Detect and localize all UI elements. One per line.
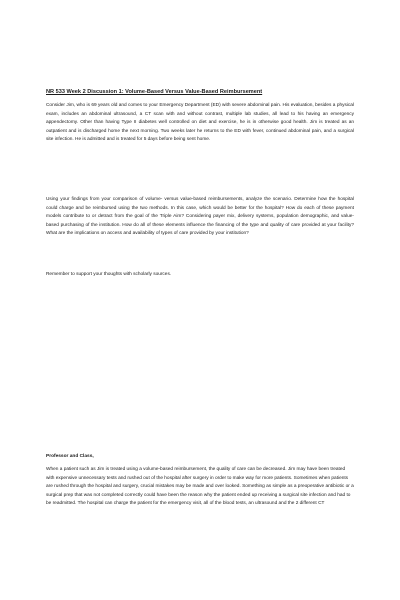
document-title: NR 533 Week 2 Discussion 1: Volume-Based Versus Value-Based Reimbursement (46, 89, 263, 95)
scenario-paragraph: Consider Jim, who is 69 years old and comes to your Emergency Department (ED) with severe abdominal pain. His evaluation, besides a physical exam, includes an abdominal ultrasound, a CT scan with and without contrast, multiple lab studies, all lead to his having an emergency appendectomy. Other than having Type II diabetes well controlled on diet and exercise, he is in otherwise good health. Jim is treated as an outpatient and is discharged home the next morning. Two weeks later he returns to the ED with fever, continued abdominal pain, and a surgical site infection. He is admitted and is treated for 5 days before being sent home. (46, 103, 354, 143)
assignment-paragraph: Using your findings from your comparison of volume- versus value-based reimbursements, analyze the scenario. Determine how the hospital could charge and be reimbursed using the two methods. In this case, which would be better for the hospital? How do each of these payment models contribute to or detract from the goal of the Triple Aim? Considering payer mix, delivery systems, population demographic, and value-based purchasing of the institution. How do all of these elements influence the financing of the type and quality of care provided at your facility? What are the implications on access and availability of types of care provided by your institution? (46, 197, 354, 237)
response-heading: Professor and Class, (46, 454, 94, 459)
reminder-paragraph: Remember to support your thoughts with scholarly sources. (46, 272, 172, 277)
response-paragraph: When a patient such as Jim is treated using a volume-based reimbursement, the quality of care can be decreased. Jim may have been treated with expensive unnecessary tests and rushed out of the hospital after surgery in order to make way for more patients. Sometimes when patients are rushed through the hospital and surgery, crucial mistakes may be made and over looked. Something as simple as a preoperative antibiotic or a surgical prep that was not completed correctly could have been the reason why the patient ended up receiving a surgical site infection and had to be readmitted. The hospital can charge the patient for the emergency visit, all of the blood tests, an ultrasound and the 2 different CT (46, 467, 354, 507)
